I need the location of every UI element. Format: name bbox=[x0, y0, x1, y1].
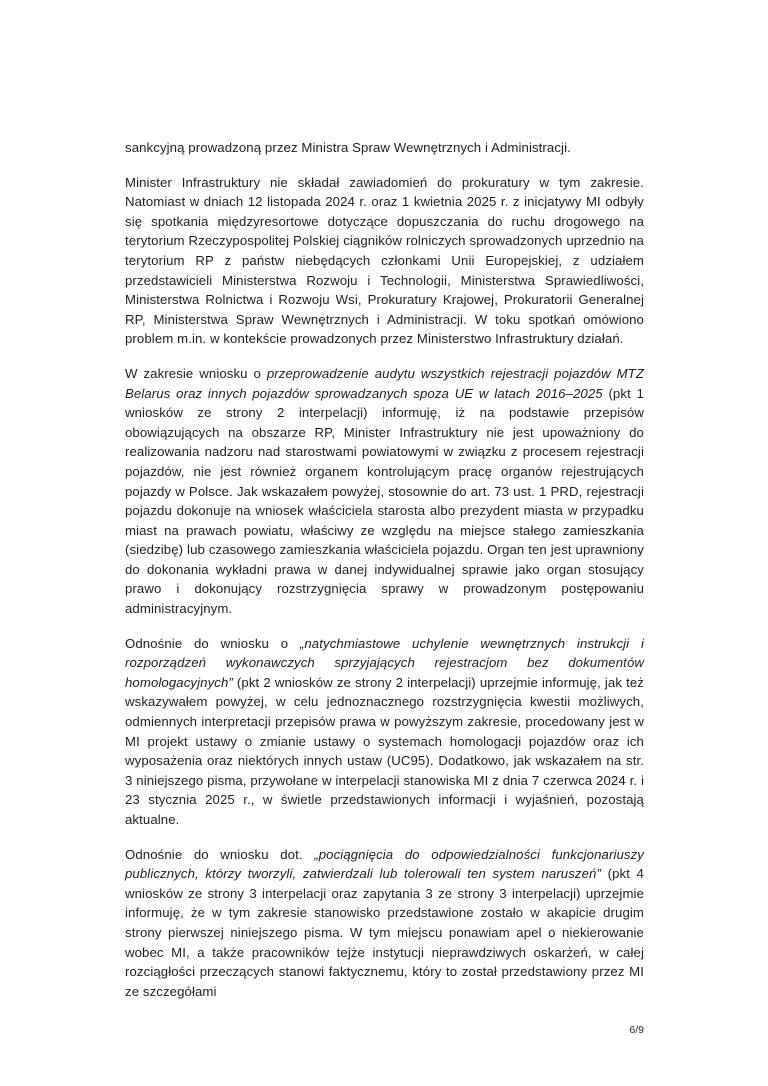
letter-body bbox=[125, 138, 644, 1001]
paragraph bbox=[125, 634, 644, 830]
page-number: 6/9 bbox=[629, 1024, 644, 1036]
quoted-motion-text: „pociągnięcia do odpowiedzialności funkcjonariuszy publicznych, którzy tworzyli, zatwierdzali lub tolerowali ten system naruszeń” bbox=[125, 846, 645, 882]
paragraph bbox=[125, 845, 644, 1002]
text-segment: Minister Infrastruktury nie składał zawiadomień do prokuratury w tym zakresie. Natomiast w dniach 12 listopada 2024 r. oraz 1 kwietnia 2025 r. z inicjatywy MI odbyły się spotkania międzyresortowe dotyczące dopuszczania do ruchu drogowego na terytorium Rzeczypospolitej Polskiej ciągników rolniczych sprowadzonych uprzednio na terytorium RP z państw niebędących członkami Unii Europejskiej, z udziałem przedstawicieli Ministerstwa Rozwoju i Technologii, Ministerstwa Sprawiedliwości, Ministerstwa Rolnictwa i Rozwoju Wsi, Prokuratury Krajowej, Prokuratorii Generalnej RP, Ministerstwa Spraw Wewnętrznych i Administracji. W toku spotkań omówiono problem m.in. w kontekście prowadzonych przez Ministerstwo Infrastruktury działań. bbox=[125, 174, 644, 347]
text-segment: (pkt 1 wniosków ze strony 2 interpelacji) informuję, iż na podstawie przepisów obowiązujących na obszarze RP, Minister Infrastruktury nie jest upoważniony do realizowania nadzoru nad starostwami powiatowymi w związku z procesem rejestracji pojazdów, nie jest również organem kontrolującym pracę organów rejestrujących pojazdy w Polsce. Jak wskazałem powyżej, stosownie do art. 73 ust. 1 PRD, rejestracji pojazdu dokonuje na wniosek właściciela starosta albo prezydent miasta w przypadku miast na prawach powiatu, właściwy ze względu na miejsce stałego zamieszkania (siedzibę) lub czasowego zamieszkania właściciela pojazdu. Organ ten jest uprawniony do dokonania wykładni prawa w danej indywidualnej sprawie jako organ stosujący prawo i dokonujący rozstrzygnięcia sprawy w prowadzonym postępowaniu administracyjnym. bbox=[125, 385, 644, 617]
text-segment: (pkt 2 wniosków ze strony 2 interpelacji) uprzejmie informuję, jak też wskazywałem powyżej, w celu jednoznacznego rozstrzygnięcia kwestii możliwych, odmiennych interpretacji przepisów prawa w powyższym zakresie, procedowany jest w MI projekt ustawy o zmianie ustawy o systemach homologacji pojazdów oraz ich wyposażenia oraz niektórych innych ustaw (UC95). Dodatkowo, jak wskazałem na str. 3 niniejszego pisma, przywołane w interpelacji stanowiska MI z dnia 7 czerwca 2024 r. i 23 stycznia 2025 r., w świetle przedstawionych informacji i wyjaśnień, pozostają aktualne. bbox=[125, 674, 644, 827]
text-segment: Odnośnie do wniosku dot. bbox=[125, 846, 315, 862]
quoted-motion-text: „natychmiastowe uchylenie wewnętrznych instrukcji i rozporządzeń wykonawczych sprzyjających rejestracjom bez dokumentów homologacyjnych” bbox=[125, 635, 644, 690]
text-segment: Odnośnie do wniosku o bbox=[125, 635, 300, 651]
text-segment: sankcyjną prowadzoną przez Ministra Spraw Wewnętrznych i Administracji. bbox=[125, 140, 571, 155]
text-segment: W zakresie wniosku o bbox=[125, 365, 267, 381]
text-segment: (pkt 4 wniosków ze strony 3 interpelacji oraz zapytania 3 ze strony 3 interpelacji) uprzejmie informuję, że w tym zakresie stanowisko przedstawione zostało w akapicie drugim strony pierwszej niniejszego pisma. W tym miejscu ponawiam apel o niekierowanie wobec MI, a także pracowników tejże instytucji nieprawdziwych oskarżeń, w całej rozciągłości przeczących stanowi faktycznemu, który to został przedstawiony przez MI ze szczegółami bbox=[125, 866, 644, 999]
paragraph bbox=[125, 138, 644, 158]
paragraph bbox=[125, 173, 644, 349]
quoted-motion-text: przeprowadzenie audytu wszystkich rejestracji pojazdów MTZ Belarus oraz innych pojazdów sprowadzanych spoza UE w latach 2016–2025 bbox=[125, 365, 644, 401]
paragraph bbox=[125, 364, 644, 619]
page-footer bbox=[125, 1020, 644, 1038]
